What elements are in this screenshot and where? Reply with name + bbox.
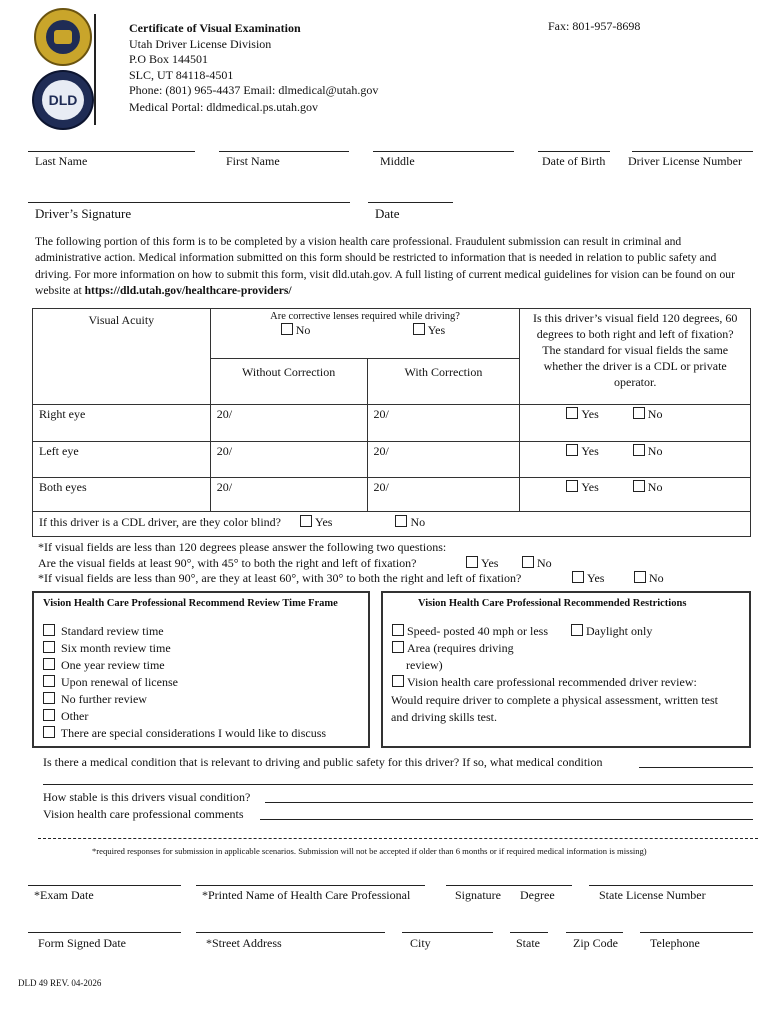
review-option-six-month[interactable]: Six month review time	[43, 640, 326, 657]
visual-fields-q2: *If visual fields are less than 90°, are they at least 60°, with 30° to both the right and left of fixation?	[38, 571, 522, 585]
lenses-yes-checkbox[interactable]: Yes	[413, 323, 445, 338]
degree-field[interactable]: Degree	[520, 888, 555, 902]
left-eye-row: Left eye 20/ 20/ Yes No	[33, 442, 751, 478]
review-option-no-further[interactable]: No further review	[43, 691, 326, 708]
required-note: *required responses for submission in applicable scenarios. Submission will not be accepted if older than 6 months or if required medical information is missing)	[92, 846, 647, 856]
restriction-driver-review[interactable]: Vision health care professional recommended driver review:	[392, 675, 697, 690]
lenses-no-checkbox[interactable]: No	[281, 323, 311, 338]
visual-acuity-table: Visual Acuity Are corrective lenses required while driving? No Yes Is this driver’s visual field 120 degrees, 60 degrees to both right and left of fixation? The standard for visual fields the same whether the driver is a CDL or private operator. Without Correction With Correction Right eye 20/ 20/ Yes No Left eye 20/ 20/ Yes No Both eyes 20/ 20/ Yes No If this driver is a CDL driver, are they color blind? Yes No	[32, 308, 751, 537]
visual-fields-note: *If visual fields are less than 120 degrees please answer the following two questions:	[38, 540, 447, 554]
dob-field[interactable]: Date of Birth	[542, 154, 606, 168]
restriction-speed[interactable]: Speed- posted 40 mph or less	[392, 624, 548, 639]
both-eyes-row: Both eyes 20/ 20/ Yes No	[33, 478, 751, 512]
city-field[interactable]: City	[410, 936, 431, 950]
intro-paragraph: The following portion of this form is to be completed by a vision health care professional. Fraudulent submission can result in criminal and administrative action. Medical information submitted on this form should be restricted to information that is needed in relation to public safety and driving. For more information on how to submit this form, visit dld.utah.gov. A full listing of current medical guidelines for vision can be found on our website at https://dld.utah.gov/healthcare-providers/	[35, 235, 735, 297]
q1-yes-checkbox[interactable]: Yes	[466, 556, 498, 571]
middle-name-field[interactable]: Middle	[380, 154, 415, 168]
zip-code-field[interactable]: Zip Code	[573, 936, 618, 950]
right-eye-field-no[interactable]: No	[633, 407, 663, 421]
right-eye-with[interactable]: 20/	[367, 405, 520, 442]
left-eye-without[interactable]: 20/	[210, 442, 367, 478]
color-blind-no[interactable]: No	[395, 515, 425, 529]
color-blind-yes[interactable]: Yes	[300, 515, 332, 529]
review-option-renewal[interactable]: Upon renewal of license	[43, 674, 326, 691]
left-eye-field-yes[interactable]: Yes	[566, 444, 598, 458]
left-eye-with[interactable]: 20/	[367, 442, 520, 478]
both-eyes-with[interactable]: 20/	[367, 478, 520, 512]
visual-field-question: Is this driver’s visual field 120 degrees, 60 degrees to both right and left of fixation? The standard for visual fields the same whether the driver is a CDL or private operator.	[520, 309, 751, 405]
stability-question: How stable is this drivers visual condition?	[43, 790, 251, 804]
restrictions-title: Vision Health Care Professional Recommended Restrictions	[418, 598, 687, 609]
both-eyes-field-no[interactable]: No	[633, 480, 663, 494]
first-name-field[interactable]: First Name	[226, 154, 280, 168]
exam-date-field[interactable]: *Exam Date	[34, 888, 94, 902]
last-name-field[interactable]: Last Name	[35, 154, 88, 168]
restriction-daylight[interactable]: Daylight only	[571, 624, 652, 639]
license-number-field[interactable]: Driver License Number	[628, 154, 742, 168]
review-option-standard[interactable]: Standard review time	[43, 623, 326, 640]
restriction-area[interactable]: Area (requires driving	[392, 641, 514, 656]
medical-condition-question: Is there a medical condition that is relevant to driving and public safety for this driver? If so, what medical condition	[43, 755, 603, 769]
comments-label: Vision health care professional comments	[43, 807, 244, 821]
q2-no-checkbox[interactable]: No	[634, 571, 664, 586]
page-title: Certificate of Visual Examination	[129, 21, 301, 35]
review-timeframe-title: Vision Health Care Professional Recommend Review Time Frame	[43, 598, 338, 609]
state-field[interactable]: State	[516, 936, 540, 950]
right-eye-without[interactable]: 20/	[210, 405, 367, 442]
guidelines-link[interactable]: https://dld.utah.gov/healthcare-providers/	[84, 283, 292, 297]
both-eyes-without[interactable]: 20/	[210, 478, 367, 512]
review-option-special[interactable]: There are special considerations I would like to discuss	[43, 725, 326, 742]
professional-signature-field[interactable]: Signature	[455, 888, 501, 902]
review-option-other[interactable]: Other	[43, 708, 326, 725]
fax-number: Fax: 801-957-8698	[548, 19, 641, 33]
visual-fields-q1: Are the visual fields at least 90°, with 45° to both the right and left of fixation?	[38, 556, 417, 570]
visual-acuity-heading: Visual Acuity	[33, 309, 211, 405]
header-divider	[94, 14, 96, 125]
driver-signature-field[interactable]: Driver’s Signature	[35, 206, 132, 221]
form-id: DLD 49 REV. 04-2026	[18, 978, 102, 988]
review-timeframe-list	[43, 623, 326, 742]
form-signed-date-field[interactable]: Form Signed Date	[38, 936, 126, 950]
q1-no-checkbox[interactable]: No	[522, 556, 552, 571]
both-eyes-field-yes[interactable]: Yes	[566, 480, 598, 494]
right-eye-row: Right eye 20/ 20/ Yes No	[33, 405, 751, 442]
review-option-one-year[interactable]: One year review time	[43, 657, 326, 674]
telephone-field[interactable]: Telephone	[650, 936, 700, 950]
left-eye-field-no[interactable]: No	[633, 444, 663, 458]
state-license-field[interactable]: State License Number	[599, 888, 706, 902]
q2-yes-checkbox[interactable]: Yes	[572, 571, 604, 586]
header-block: Certificate of Visual Examination Utah Driver License Division P.O Box 144501 SLC, UT 84118-4501 Phone: (801) 965-4437 Email: dlmedical@utah.gov Medical Portal: dldmedical.ps.utah.gov	[129, 21, 379, 114]
right-eye-field-yes[interactable]: Yes	[566, 407, 598, 421]
printed-name-field[interactable]: *Printed Name of Health Care Professional	[202, 888, 411, 902]
color-blind-question: If this driver is a CDL driver, are they color blind?	[39, 515, 281, 529]
driver-date-field[interactable]: Date	[375, 206, 400, 221]
dld-logo: DLD	[32, 70, 94, 130]
state-seal-logo	[34, 8, 92, 66]
street-address-field[interactable]: *Street Address	[206, 936, 282, 950]
